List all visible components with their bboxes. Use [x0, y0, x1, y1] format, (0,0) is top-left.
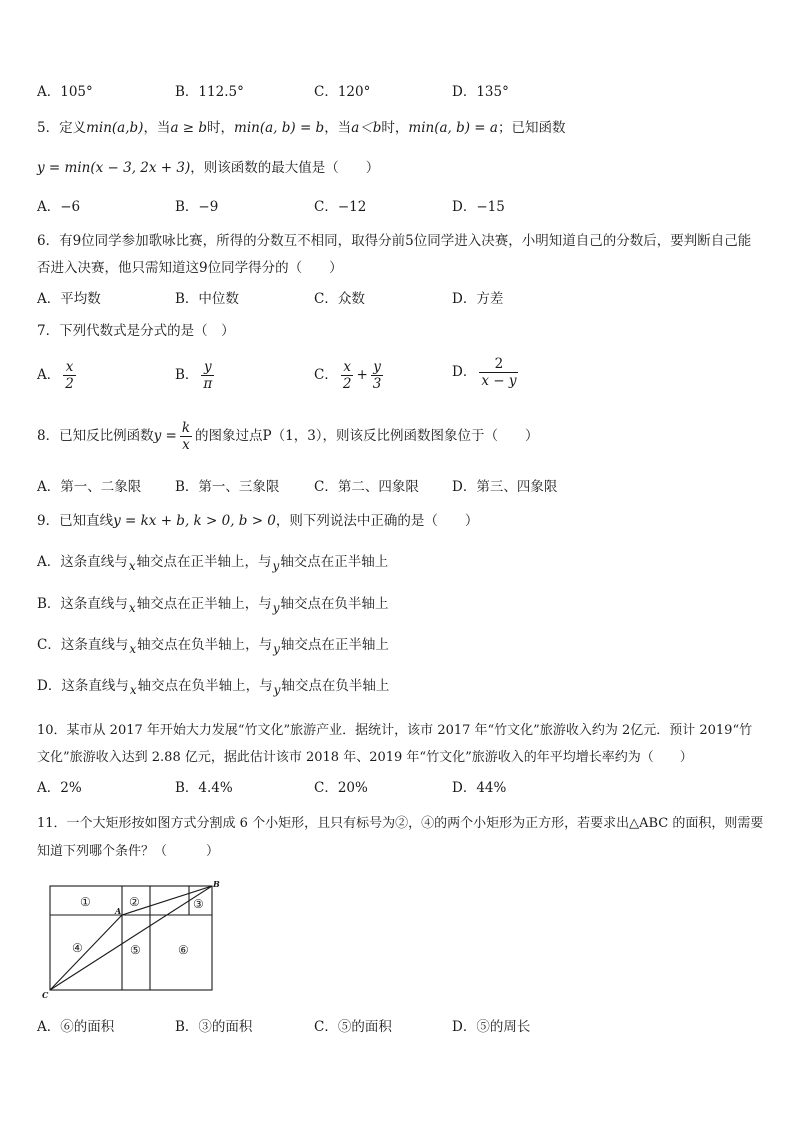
denominator: x — [182, 437, 190, 453]
q8-option-b[interactable]: B．第一、三象限 — [175, 479, 280, 495]
axis-var: x — [128, 601, 136, 615]
label-region-2: ② — [129, 895, 140, 909]
q5-text: ；已知函数 — [497, 120, 566, 136]
q6-option-b[interactable]: B．中位数 — [175, 291, 239, 307]
label-region-3: ③ — [193, 897, 204, 911]
q6-stem: 6．有9位同学参加歌咏比赛，所得的分数互不相同，取得分前5位同学进入决赛，小明知道自己的分数后，要判断自己能否进入决赛，他只需知道这9位同学得分的（ ） — [37, 233, 752, 276]
q5-min-case-1: min(a, b) = b — [234, 120, 325, 136]
denominator: x − y — [481, 373, 517, 389]
fraction — [201, 359, 214, 392]
q5-option-c[interactable]: C．−12 — [314, 199, 367, 215]
q7-stem: 7．下列代数式是分式的是（ ） — [37, 323, 235, 339]
option-text: 轴交点在正半轴上，与 — [136, 554, 272, 570]
q4-option-a[interactable]: A．105° — [37, 84, 93, 100]
axis-var: y — [273, 642, 280, 656]
q5-min-case-2: min(a, b) = a — [408, 120, 498, 136]
q11-option-d[interactable]: D．⑤的周长 — [452, 1019, 531, 1035]
q7-option-c[interactable] — [314, 359, 386, 392]
fraction — [341, 359, 354, 392]
q5-option-d[interactable]: D．−15 — [452, 199, 505, 215]
q4-option-d[interactable]: D．135° — [452, 84, 509, 100]
q8-function-lhs: y = — [153, 428, 177, 444]
q11-option-b[interactable]: B．③的面积 — [175, 1019, 253, 1035]
q8-option-d[interactable]: D．第三、四象限 — [452, 479, 558, 495]
axis-var: y — [272, 559, 280, 573]
q5-function: y = min(x − 3, 2x + 3) — [37, 160, 191, 176]
q9-text: ，则下列说法中正确的是（ ） — [275, 513, 479, 529]
plus-sign: + — [356, 367, 368, 383]
q9-stem — [37, 511, 764, 531]
numerator: y — [204, 359, 212, 375]
q9-option-a[interactable] — [37, 552, 764, 572]
axis-var: y — [272, 601, 280, 615]
segment-ac — [50, 915, 122, 990]
vertex-c-label: C — [42, 990, 49, 1000]
option-text: 轴交点在正半轴上 — [280, 637, 389, 653]
denominator: 3 — [372, 376, 382, 392]
q7-option-c-label: C． — [314, 367, 338, 383]
q6-option-c[interactable]: C．众数 — [314, 291, 365, 307]
q5-condition-2: a＜b — [351, 120, 382, 136]
q5-text: ，当 — [143, 120, 171, 136]
vertex-a-label: A — [115, 906, 122, 916]
label-region-4: ④ — [72, 941, 83, 955]
q5-option-a[interactable]: A．−6 — [37, 199, 81, 215]
axis-var: y — [273, 683, 281, 697]
q8-text: 的图象过点P（1，3），则该反比例函数图象位于（ ） — [195, 428, 539, 444]
fraction — [63, 359, 76, 392]
q5-stem-line1 — [37, 118, 764, 138]
q5-option-b[interactable]: B．−9 — [175, 199, 219, 215]
option-text: C．这条直线与 — [37, 637, 129, 653]
q11-option-c[interactable]: C．⑤的面积 — [314, 1019, 392, 1035]
option-text: 轴交点在正半轴上 — [280, 554, 389, 570]
numerator: x — [343, 359, 351, 375]
numerator: x — [65, 359, 74, 375]
q9-text: 9．已知直线 — [37, 513, 114, 529]
label-region-6: ⑥ — [178, 943, 189, 957]
q7-option-d[interactable] — [452, 356, 521, 389]
q6-option-d[interactable]: D．方差 — [452, 291, 504, 307]
denominator: 2 — [65, 376, 74, 392]
q10-option-b[interactable]: B．4.4% — [175, 780, 233, 796]
q10-option-c[interactable]: C．20% — [314, 780, 368, 796]
fraction — [479, 356, 518, 389]
option-text: 轴交点在负半轴上 — [280, 596, 389, 612]
numerator: y — [373, 359, 381, 375]
label-region-1: ① — [80, 895, 91, 909]
q10-option-d[interactable]: D．44% — [452, 780, 507, 796]
option-text: 轴交点在负半轴上，与 — [137, 637, 273, 653]
q7-option-d-label: D． — [452, 364, 477, 380]
option-text: A．这条直线与 — [37, 554, 128, 570]
option-text: D．这条直线与 — [37, 678, 129, 694]
option-text: 轴交点在负半轴上 — [281, 678, 390, 694]
q4-option-b[interactable]: B．112.5° — [175, 84, 244, 100]
q7-option-b[interactable] — [175, 359, 217, 392]
q11-option-a[interactable]: A．⑥的面积 — [37, 1019, 115, 1035]
q9-condition: y = kx + b, k > 0, b > 0 — [113, 513, 276, 529]
q7-option-a[interactable] — [37, 359, 79, 392]
q5-text: 时， — [381, 120, 409, 136]
q8-option-a[interactable]: A．第一、二象限 — [37, 479, 142, 495]
axis-var: x — [129, 642, 137, 656]
q5-min-def: min(a,b) — [86, 120, 144, 136]
fraction — [180, 420, 192, 453]
q8-stem — [37, 420, 764, 453]
q5-condition-1: a ≥ b — [170, 120, 208, 136]
vertex-b-label: B — [213, 879, 220, 889]
q11-stem: 11．一个大矩形按如图方式分割成 6 个小矩形，且只有标号为②，④的两个小矩形为正方形，若要求出△ABC 的面积，则需要知道下列哪个条件？（ ） — [37, 816, 764, 859]
denominator: 2 — [342, 376, 352, 392]
q5-text: 时， — [207, 120, 235, 136]
q9-option-d[interactable] — [37, 676, 764, 696]
q10-option-a[interactable]: A．2% — [37, 780, 82, 796]
q5-text: ，则该函数的最大值是（ ） — [190, 160, 380, 176]
option-text: 轴交点在正半轴上，与 — [136, 596, 272, 612]
option-text: 轴交点在负半轴上，与 — [137, 678, 273, 694]
q5-text: ，当 — [324, 120, 352, 136]
axis-var: x — [128, 559, 136, 573]
fraction — [371, 359, 384, 392]
q6-option-a[interactable]: A．平均数 — [37, 291, 101, 307]
q5-text: 5．定义 — [37, 120, 87, 136]
option-text: B．这条直线与 — [37, 596, 128, 612]
q8-option-c[interactable]: C．第二、四象限 — [314, 479, 419, 495]
axis-var: x — [129, 683, 137, 697]
q11-figure — [40, 878, 230, 1000]
denominator: π — [203, 376, 213, 392]
q8-text: 8．已知反比例函数 — [37, 428, 154, 444]
q5-stem-line2 — [37, 158, 764, 178]
numerator: k — [181, 420, 191, 436]
q9-option-c[interactable] — [37, 635, 764, 655]
q7-option-a-label: A． — [37, 367, 61, 383]
label-region-5: ⑤ — [130, 943, 141, 957]
q7-option-b-label: B． — [175, 367, 199, 383]
numerator: 2 — [494, 356, 504, 372]
q9-option-b[interactable] — [37, 594, 764, 614]
q4-option-c[interactable]: C．120° — [314, 84, 371, 100]
q10-stem: 10．某市从 2017 年开始大力发展“竹文化”旅游产业．据统计，该市 2017 年“竹文化”旅游收入约为 2亿元．预计 2019“竹文化”旅游收入达到 2.88 亿元，据此估计该市 2018 年、2019 年“竹文化”旅游收入的年平均增长率约为（ ） — [37, 723, 753, 765]
